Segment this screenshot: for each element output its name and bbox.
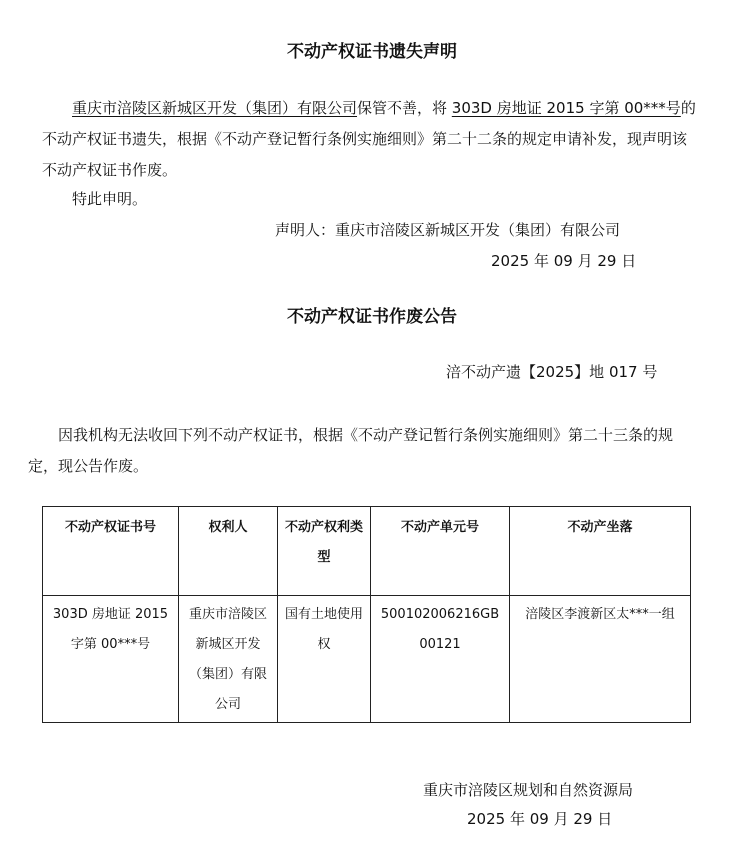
cell-unit-number: 500102006216GB00121 xyxy=(371,596,510,723)
header-certificate-number: 不动产权证书号 xyxy=(43,507,179,596)
notice-body xyxy=(28,420,692,482)
table-header-row xyxy=(43,507,691,596)
notice-date: 2025 年 09 月 29 日 xyxy=(467,810,613,828)
void-certificate-table xyxy=(42,506,691,723)
notice-issuer: 重庆市涪陵区规划和自然资源局 xyxy=(423,781,634,799)
declaration-closing: 特此申明。 xyxy=(72,190,148,208)
notice-title: 不动产权证书作废公告 xyxy=(287,307,457,327)
header-unit-number: 不动产单元号 xyxy=(371,507,510,596)
declaration-certificate-number: 303D 房地证 2015 字第 00***号 xyxy=(451,99,681,117)
declaration-title: 不动产权证书遗失声明 xyxy=(287,42,457,62)
notice-document-number: 涪不动产遗【2025】地 017 号 xyxy=(446,363,658,381)
table-row xyxy=(43,596,691,723)
declaration-body-part1: 保管不善，将 xyxy=(357,99,452,117)
declaration-date: 2025 年 09 月 29 日 xyxy=(491,252,637,270)
header-right-holder: 权利人 xyxy=(179,507,278,596)
declaration-owner: 重庆市涪陵区新城区开发（集团）有限公司 xyxy=(72,99,358,117)
declaration-body xyxy=(42,93,697,186)
declarant: 声明人：重庆市涪陵区新城区开发（集团）有限公司 xyxy=(275,221,621,239)
header-location: 不动产坐落 xyxy=(510,507,691,596)
header-right-type: 不动产权利类型 xyxy=(278,507,371,596)
notice-body-text: 因我机构无法收回下列不动产权证书，根据《不动产登记暂行条例实施细则》第二十三条的规定，现公告作废。 xyxy=(28,426,674,475)
cell-right-holder: 重庆市涪陵区新城区开发（集团）有限公司 xyxy=(179,596,278,723)
cell-certificate-number: 303D 房地证 2015 字第 00***号 xyxy=(43,596,179,723)
cell-location: 涪陵区李渡新区太***一组 xyxy=(510,596,691,723)
cell-right-type: 国有土地使用权 xyxy=(278,596,371,723)
declaration-body-part2: 的不动产权证书遗失，根据《不动产登记暂行条例实施细则》第二十二条的规定申请补发，现声明该不动产权证书作废。 xyxy=(42,99,696,179)
